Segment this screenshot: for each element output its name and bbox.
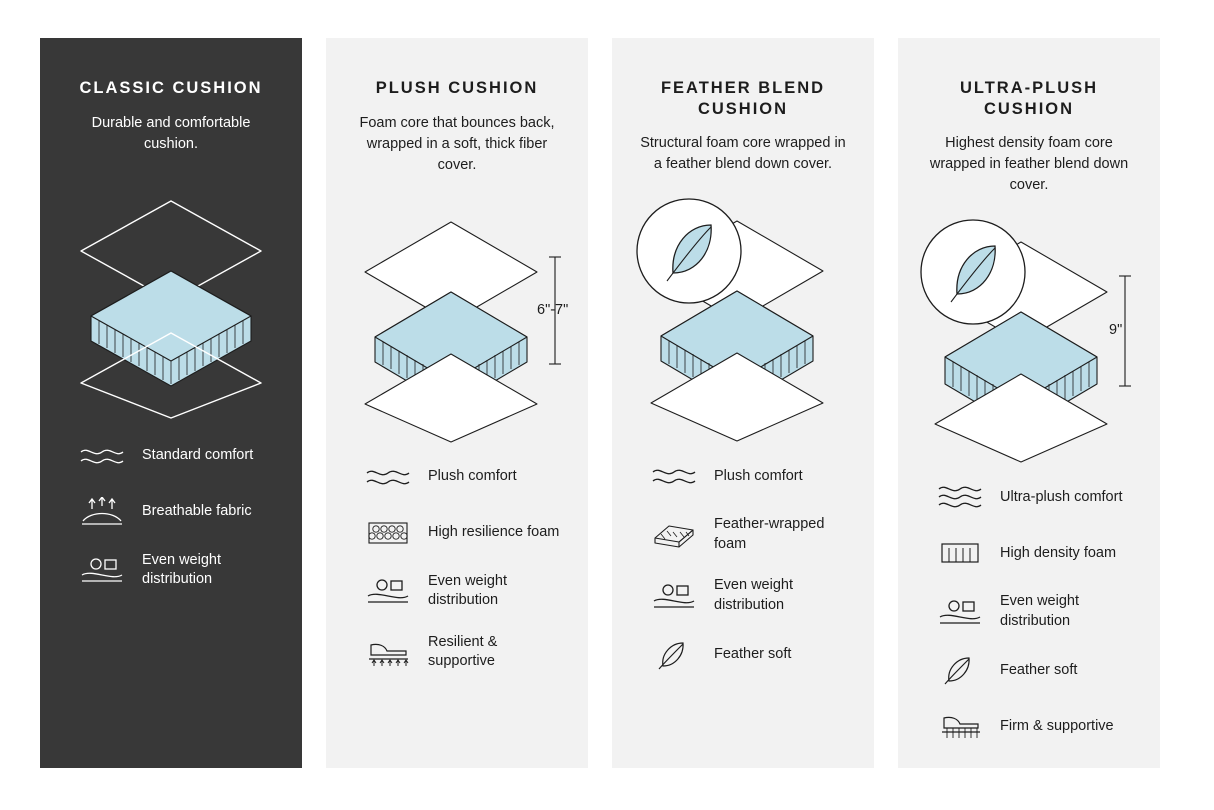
feature-label: Feather soft	[1000, 661, 1078, 678]
even-weight-distribution-icon	[364, 574, 412, 608]
feature-item	[650, 638, 852, 672]
resilient-support-icon	[364, 635, 412, 669]
card-title: CLASSIC CUSHION	[79, 79, 263, 97]
cushion-card-plush[interactable]	[326, 38, 588, 768]
high-density-foam-icon	[936, 536, 984, 570]
feature-label: Feather soft	[714, 645, 792, 662]
feature-list	[920, 480, 1138, 765]
honeycomb-foam-icon	[364, 516, 412, 550]
feature-item	[78, 551, 280, 590]
card-description: Structural foam core wrapped in a feather blend down cover.	[640, 135, 846, 173]
feature-label: Ultra-plush comfort	[1000, 488, 1123, 505]
feature-item	[78, 495, 280, 529]
feature-label: Standard comfort	[142, 446, 254, 463]
cushion-card-ultra-plush[interactable]	[898, 38, 1160, 768]
feature-list	[348, 460, 566, 694]
card-title: PLUSH CUSHION	[375, 79, 539, 97]
feature-item	[364, 516, 566, 550]
firm-support-icon	[936, 709, 984, 743]
feature-label: Even weight distribution	[714, 577, 793, 613]
feature-label: Even weight distribution	[142, 551, 221, 588]
feature-item	[364, 460, 566, 494]
wave-lines-icon	[936, 480, 984, 514]
cushion-layers-illustration	[627, 193, 859, 443]
feature-label: Plush comfort	[714, 467, 803, 484]
feature-item	[936, 653, 1138, 687]
card-description: Highest density foam core wrapped in feather blend down cover.	[929, 135, 1129, 194]
feature-label: High resilience foam	[428, 523, 560, 540]
cushion-card-feather-blend[interactable]	[612, 38, 874, 768]
feature-label: Firm & supportive	[1000, 717, 1114, 734]
cushion-layers-illustration	[341, 194, 573, 444]
feather-icon	[936, 653, 984, 687]
leaf-badge-icon	[921, 220, 1025, 324]
cushion-card-classic[interactable]	[40, 38, 302, 768]
feature-label: Even weight distribution	[1000, 593, 1079, 629]
feature-item	[364, 572, 566, 611]
feature-item	[936, 536, 1138, 570]
wave-lines-icon	[650, 459, 698, 493]
feature-label: Resilient & supportive	[428, 633, 498, 670]
feature-item	[650, 576, 852, 615]
feather-wrapped-foam-icon	[650, 518, 698, 552]
cushion-layers-illustration	[913, 214, 1145, 464]
feature-item	[936, 480, 1138, 514]
feature-label: Feather-wrapped foam	[714, 516, 825, 552]
wave-lines-icon	[364, 460, 412, 494]
feature-label: Breathable fabric	[142, 502, 252, 519]
feature-item	[936, 592, 1138, 631]
feature-item	[364, 633, 566, 672]
feature-label: High density foam	[1000, 544, 1117, 561]
even-weight-distribution-icon	[936, 595, 984, 629]
feature-item	[650, 515, 852, 554]
cushion-layers-illustration	[55, 173, 287, 423]
feature-list	[634, 459, 852, 693]
card-description: Foam core that bounces back, wrapped in a soft, thick fiber cover.	[359, 114, 555, 173]
card-description: Durable and comfortable cushion.	[91, 114, 251, 152]
feather-icon	[650, 638, 698, 672]
even-weight-distribution-icon	[78, 553, 126, 587]
wave-lines-icon	[78, 439, 126, 473]
feature-label: Plush comfort	[428, 467, 517, 484]
dimension-label: 9"	[1109, 322, 1123, 339]
leaf-badge-icon	[637, 199, 741, 303]
even-weight-distribution-icon	[650, 579, 698, 613]
card-title: ULTRA-PLUSH CUSHION	[959, 79, 1099, 118]
dimension-label: 6"-7"	[537, 301, 569, 318]
feature-list	[62, 439, 280, 612]
card-title: FEATHER BLEND CUSHION	[660, 79, 826, 118]
breathable-fabric-icon	[78, 495, 126, 529]
feature-item	[936, 709, 1138, 743]
feature-item	[650, 459, 852, 493]
feature-item	[78, 439, 280, 473]
feature-label: Even weight distribution	[428, 572, 507, 609]
